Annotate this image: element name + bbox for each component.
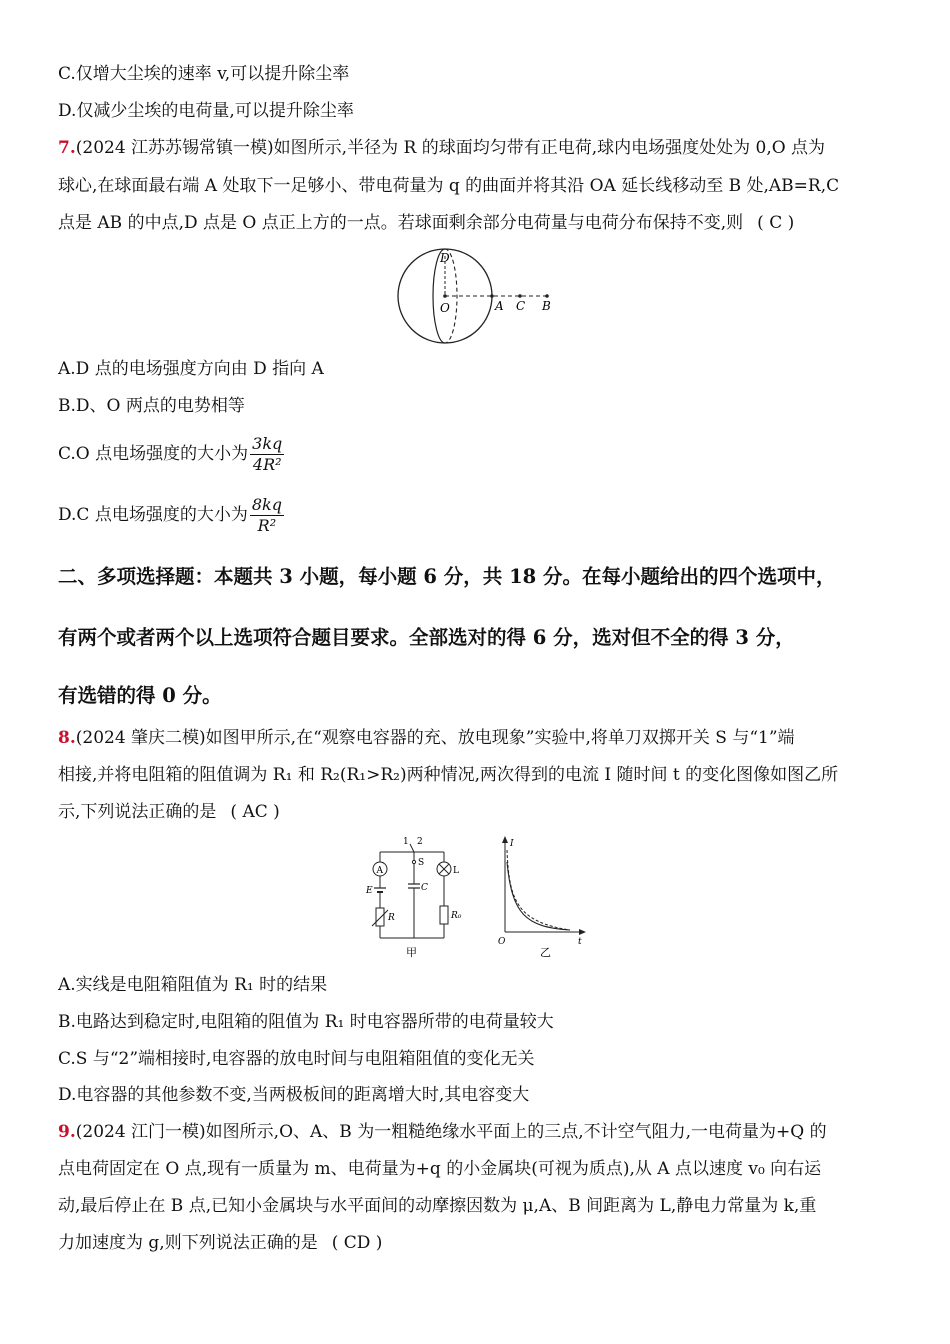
- q7-option-c-text: C.O 点电场强度的大小为: [58, 444, 249, 464]
- q7-number: 7.: [58, 138, 76, 158]
- frac-numerator: 8kq: [251, 495, 282, 514]
- q7-line2: 球心,在球面最右端 A 处取下一足够小、带电荷量为 q 的曲面并将其沿 OA 延长线移动至 B 处,AB=R,C: [58, 176, 840, 196]
- q7-option-c: [58, 430, 284, 478]
- figure-yi-label: 乙: [540, 946, 551, 959]
- resistor-r0-icon: [440, 906, 448, 924]
- capacitor-label: C: [421, 883, 428, 893]
- graph-origin-label: O: [498, 937, 506, 947]
- q7-sphere-figure: [390, 244, 570, 350]
- q8-answer: ( AC ): [230, 802, 280, 822]
- resistor-r0-label: R₀: [451, 911, 462, 921]
- q9-line2: 点电荷固定在 O 点,现有一质量为 m、电荷量为+q 的小金属块(可视为质点),从 A 点以速度 v₀ 向右运: [58, 1159, 822, 1179]
- q7-stem-3: 点是 AB 的中点,D 点是 O 点正上方的一点。若球面剩余部分电荷量与电荷分布保持不变,则: [58, 213, 744, 233]
- q8-line1: [58, 726, 795, 750]
- q7-option-c-fraction: [250, 434, 284, 475]
- q8-option-d: D.电容器的其他参数不变,当两极板间的距离增大时,其电容变大: [58, 1085, 530, 1105]
- q9-number: 9.: [58, 1122, 76, 1142]
- graph-dashed-curve: [507, 850, 570, 930]
- q8-circuit-figure: [360, 832, 590, 962]
- frac-denominator: R²: [257, 516, 277, 535]
- q8-stem-1: (2024 肇庆二模)如图甲所示,在“观察电容器的充、放电现象”实验中,将单刀双掷开关 S 与“1”端: [75, 728, 795, 748]
- q7-option-d-text: D.C 点电场强度的大小为: [58, 505, 248, 525]
- q8-number: 8.: [58, 728, 76, 748]
- point-c: [518, 294, 522, 298]
- label-d: D: [440, 251, 450, 265]
- q8-option-a: A.实线是电阻箱阻值为 R₁ 时的结果: [58, 975, 328, 995]
- figure-jia-label: 甲: [406, 946, 417, 959]
- label-a: A: [495, 299, 504, 313]
- ammeter-label: A: [376, 866, 383, 876]
- label-c: C: [516, 299, 526, 313]
- switch-terminal-2: 2: [417, 837, 423, 847]
- resistor-box-label: R: [388, 913, 395, 923]
- label-o: O: [440, 301, 450, 315]
- q8-option-b: B.电路达到稳定时,电阻箱的阻值为 R₁ 时电容器所带的电荷量较大: [58, 1012, 554, 1032]
- q9-line1: [58, 1120, 827, 1144]
- q7-line3: [58, 211, 794, 235]
- graph-t-label: t: [578, 937, 582, 947]
- lamp-label: L: [453, 866, 459, 876]
- point-o: [443, 294, 447, 298]
- section2-line1: 二、多项选择题：本题共 3 小题，每小题 6 分，共 18 分。在每小题给出的四个选项中，: [58, 565, 836, 588]
- frac-denominator: 4R²: [252, 455, 282, 474]
- q9-stem-1: (2024 江门一模)如图所示,O、A、B 为一粗糙绝缘水平面上的三点,不计空气阻力,一电荷量为+Q 的: [75, 1122, 827, 1142]
- switch-label: S: [418, 858, 425, 868]
- q9-line3: 动,最后停止在 B 点,已知小金属块与水平面间的动摩擦因数为 μ,A、B 间距离为 L,静电力常量为 k,重: [58, 1196, 817, 1216]
- q7-stem-1: (2024 江苏苏锡常镇一模)如图所示,半径为 R 的球面均匀带有正电荷,球内电场强度处处为 0,O 点为: [75, 138, 826, 158]
- q6-option-c: C.仅增大尘埃的速率 v,可以提升除尘率: [58, 64, 350, 84]
- q7-option-b: B.D、O 两点的电势相等: [58, 396, 245, 416]
- q8-line2: 相接,并将电阻箱的阻值调为 R₁ 和 R₂(R₁>R₂)两种情况,两次得到的电流 I 随时间 t 的变化图像如图乙所: [58, 765, 839, 785]
- q9-stem-4: 力加速度为 g,则下列说法正确的是: [58, 1233, 318, 1253]
- q7-option-a: A.D 点的电场强度方向由 D 指向 A: [58, 359, 324, 379]
- q8-stem-3: 示,下列说法正确的是: [58, 802, 217, 822]
- frac-numerator: 3kq: [252, 434, 283, 453]
- q7-option-d-fraction: [250, 495, 284, 536]
- q9-answer: ( CD ): [331, 1233, 383, 1253]
- switch-icon: [412, 860, 415, 863]
- section2-line3: 有选错的得 0 分。: [58, 684, 222, 707]
- resistor-box-icon: [376, 908, 384, 926]
- section2-line2: 有两个或者两个以上选项符合题目要求。全部选对的得 6 分，选对但不全的得 3 分，: [58, 626, 795, 649]
- graph-i-label: I: [510, 839, 514, 849]
- q6-option-d: D.仅减少尘埃的电荷量,可以提升除尘率: [58, 101, 354, 121]
- q7-answer: ( C ): [757, 213, 795, 233]
- q7-line1: [58, 136, 825, 160]
- label-b: B: [542, 299, 551, 313]
- switch-terminal-1: 1: [403, 837, 409, 847]
- q7-option-d: [58, 491, 284, 539]
- q8-option-c: C.S 与“2”端相接时,电容器的放电时间与电阻箱阻值的变化无关: [58, 1049, 535, 1069]
- q9-line4: [58, 1231, 382, 1255]
- point-a: [490, 294, 494, 298]
- q8-line3: [58, 800, 280, 824]
- point-b: [545, 294, 549, 298]
- battery-label: E: [366, 886, 373, 896]
- graph-solid-curve: [507, 862, 570, 930]
